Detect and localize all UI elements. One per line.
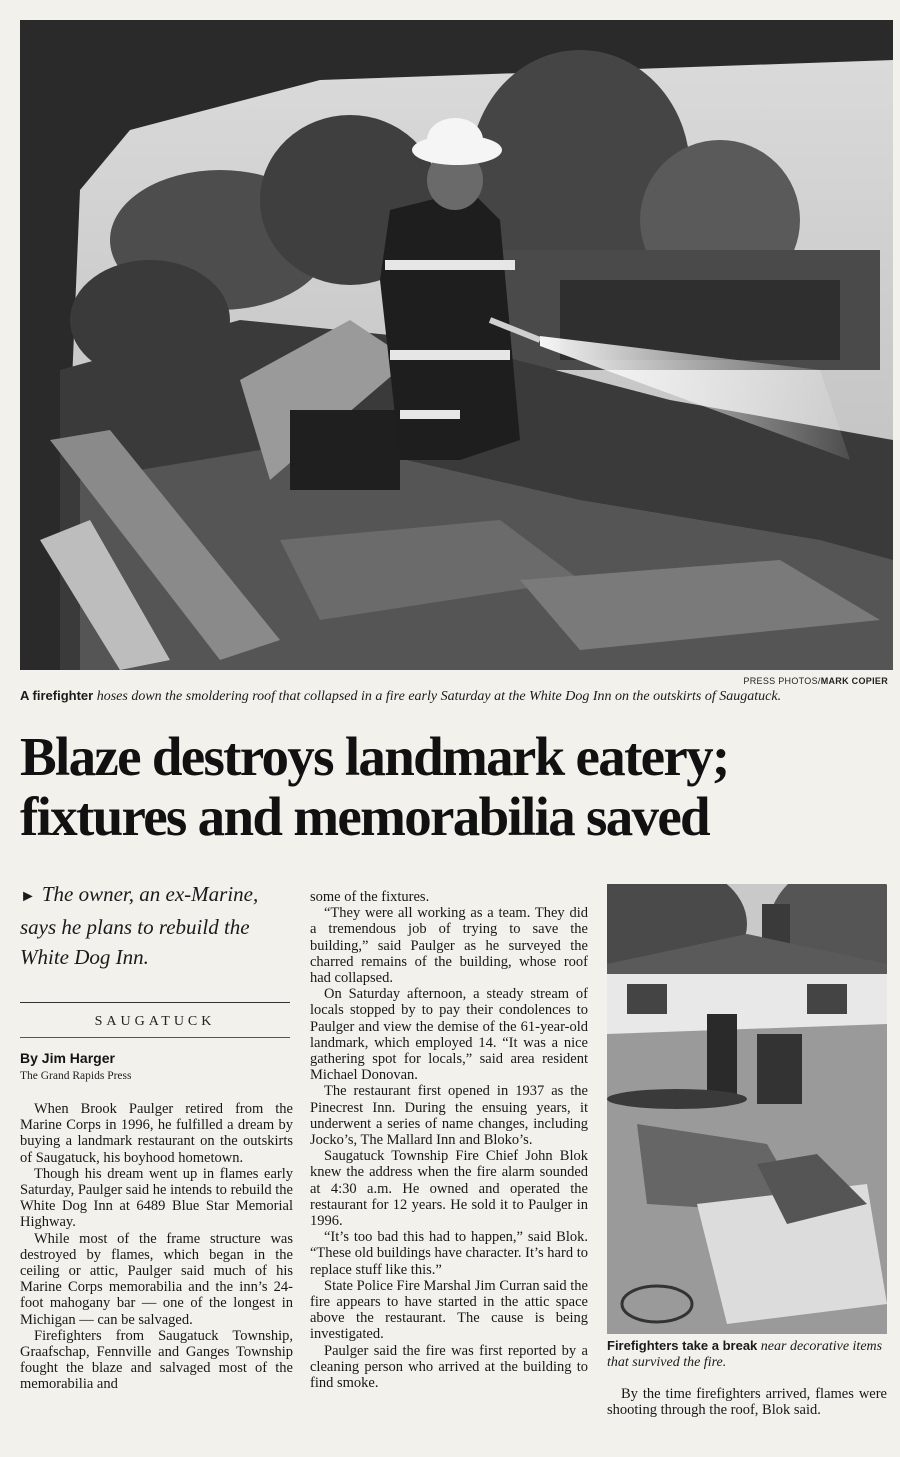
side-photo xyxy=(607,884,887,1334)
paragraph: Paulger said the fire was first reported by a cleaning person who arrived at the building to find smoke. xyxy=(310,1342,588,1392)
side-photo-caption xyxy=(607,1338,887,1371)
article-column-2 xyxy=(310,889,588,1391)
paragraph: “It’s too bad this had to happen,” said Blok. “These old buildings have character. It’s hard to replace stuff like this.” xyxy=(310,1229,588,1278)
paragraph: On Saturday afternoon, a steady stream of locals stopped by to pay their condolences to Paulger and view the demise of the 61-year-old landmark, which employed 14. “It was a nice gathering spot for locals,” said area resident Michael Donovan. xyxy=(310,986,588,1084)
paragraph: When Brook Paulger retired from the Marine Corps in 1996, he fulfilled a dream by buying a landmark restaurant on the outskirts of Saugatuck, his boyhood hometown. xyxy=(20,1101,293,1166)
headline-line-2: fixtures and memorabilia saved xyxy=(20,786,709,847)
main-photo xyxy=(20,20,893,670)
paragraph: Saugatuck Township Fire Chief John Blok knew the address when the fire alarm sounded at 4:30 a.m. He owned and operated the restaurant for 12 years. He sold it to Paulger in 1996. xyxy=(310,1148,588,1230)
paragraph: The restaurant first opened in 1937 as the Pinecrest Inn. During the ensuing years, it underwent a series of name changes, including Jocko’s, The Mallard Inn and Bloko’s. xyxy=(310,1083,588,1149)
photo-credit: PRESS PHOTOS/MARK COPIER xyxy=(743,676,888,686)
byline: By Jim Harger xyxy=(20,1050,115,1066)
paragraph: some of the fixtures. xyxy=(310,889,430,905)
arrow-icon: ► xyxy=(20,888,36,905)
divider xyxy=(20,1037,290,1038)
paragraph: While most of the frame structure was destroyed by flames, which began in the ceiling or attic, Paulger said much of his Marine Corps memorabilia and the inn’s 24-foot mahogany bar — one of the longest in Michigan — can be salvaged. xyxy=(20,1230,293,1328)
firefighters-resting-photo xyxy=(607,884,887,1334)
caption-text: near decorative items that survived the fire. xyxy=(607,1339,883,1370)
deck xyxy=(20,879,290,972)
firefighter-hosing-roof-photo xyxy=(20,20,893,670)
byline-source: The Grand Rapids Press xyxy=(20,1070,132,1082)
caption-lead: Firefighters take a break xyxy=(607,1338,758,1353)
article-column-3 xyxy=(607,1386,887,1418)
paragraph: Though his dream went up in flames early Saturday, Paulger said he intends to rebuild the White Dog Inn at 6489 Blue Star Memorial Highway. xyxy=(20,1165,293,1231)
paragraph: State Police Fire Marshal Jim Curran said the fire appears to have started in the attic space above the restaurant. The cause is being investigated. xyxy=(310,1277,588,1343)
paragraph: By the time firefighters arrived, flames were shooting through the roof, Blok said. xyxy=(607,1386,887,1419)
divider xyxy=(20,1002,290,1003)
caption-lead: A firefighter xyxy=(20,688,94,703)
deck-text: The owner, an ex-Marine, says he plans to rebuild the White Dog Inn. xyxy=(20,882,259,969)
paragraph: “They were all working as a team. They did a tremendous job of trying to save the building,” said Paulger as he surveyed the charred remains of the building, whose roof had collapsed. xyxy=(310,905,588,987)
headline xyxy=(20,727,890,847)
main-photo-caption xyxy=(20,687,875,705)
article-column-1 xyxy=(20,1101,293,1393)
caption-text: hoses down the smoldering roof that collapsed in a fire early Saturday at the White Dog Inn on the outskirts of Saugatuck. xyxy=(93,689,782,704)
dateline: SAUGATUCK xyxy=(94,1014,216,1029)
paragraph: Firefighters from Saugatuck Township, Graafschap, Fennville and Ganges Township fought the blaze and salvaged most of the memorabilia and xyxy=(20,1327,293,1393)
headline-line-1: Blaze destroys landmark eatery; xyxy=(20,726,729,787)
